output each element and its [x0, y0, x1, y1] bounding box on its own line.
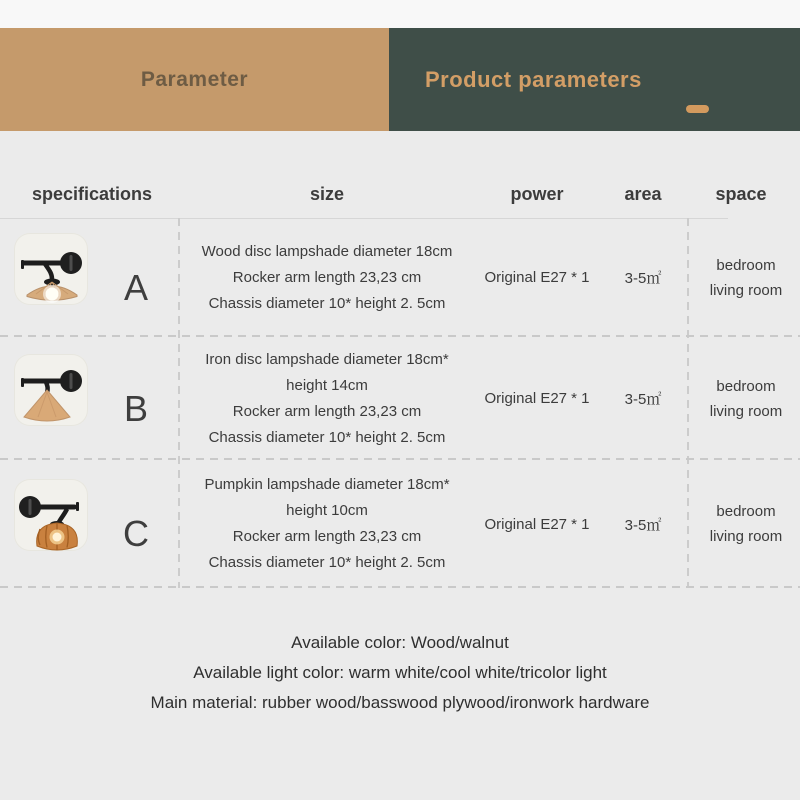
space-line: bedroom	[716, 377, 776, 395]
size-line: height 14cm	[286, 376, 368, 394]
column-header-specifications: specifications	[31, 183, 153, 204]
power-cell	[470, 460, 604, 588]
column-header-area: area	[624, 183, 662, 204]
column-header-power: power	[510, 183, 564, 204]
tab-parameter-label: Parameter	[140, 67, 249, 91]
size-cell	[184, 337, 470, 460]
area-cell	[604, 337, 682, 460]
table-row	[0, 218, 800, 337]
notes-block	[0, 628, 800, 718]
size-line: Rocker arm length 23,23 cm	[232, 402, 422, 420]
tab-parameter[interactable]	[0, 28, 389, 131]
spec-letter: C	[123, 513, 149, 554]
size-line: Iron disc lampshade diameter 18cm*	[205, 350, 449, 368]
table-body	[0, 218, 800, 588]
table-row	[0, 337, 800, 460]
wood-disc-wall-lamp-icon	[14, 233, 88, 305]
size-line: Chassis diameter 10* height 2. 5cm	[208, 428, 446, 446]
spec-cell-b	[0, 337, 184, 460]
size-cell	[184, 218, 470, 337]
size-line: Wood disc lampshade diameter 18cm	[201, 242, 453, 260]
active-tab-indicator	[686, 105, 709, 113]
spec-letter: B	[123, 387, 148, 429]
power-cell	[470, 218, 604, 337]
tab-bar	[0, 28, 800, 131]
power-value: Original E27 * 1	[484, 515, 590, 533]
space-line: living room	[709, 528, 783, 545]
tab-product-parameters[interactable]	[389, 28, 800, 131]
space-line: living room	[709, 281, 783, 299]
size-cell	[184, 460, 470, 588]
area-value: 3-5㎡	[624, 391, 662, 408]
row-divider	[0, 586, 800, 588]
size-line: Chassis diameter 10* height 2. 5cm	[208, 294, 446, 312]
note-light-color: Available light color: warm white/cool white/tricolor light	[193, 663, 607, 682]
spec-cell-c	[0, 460, 184, 588]
tab-product-parameters-label: Product parameters	[425, 66, 642, 92]
column-header-size: size	[309, 183, 345, 204]
space-line: living room	[709, 402, 783, 420]
cone-wall-lamp-icon	[14, 354, 88, 426]
column-header-space: space	[715, 183, 767, 204]
table-header-row	[0, 174, 800, 214]
size-line: Chassis diameter 10* height 2. 5cm	[208, 554, 446, 571]
pumpkin-wall-lamp-icon	[14, 479, 88, 551]
space-line: bedroom	[716, 503, 776, 520]
size-line: height 10cm	[286, 502, 368, 519]
size-line: Pumpkin lampshade diameter 18cm*	[204, 476, 450, 493]
space-cell	[682, 460, 800, 588]
size-line: Rocker arm length 23,23 cm	[232, 528, 422, 545]
table-row	[0, 460, 800, 588]
area-cell	[604, 218, 682, 337]
spec-letter: A	[123, 266, 148, 308]
note-available-color: Available color: Wood/walnut	[291, 633, 509, 652]
power-value: Original E27 * 1	[484, 269, 590, 286]
power-cell	[470, 337, 604, 460]
power-value: Original E27 * 1	[484, 390, 590, 407]
size-line: Rocker arm length 23,23 cm	[232, 268, 422, 286]
space-cell	[682, 218, 800, 337]
note-main-material: Main material: rubber wood/basswood plywood/ironwork hardware	[150, 693, 650, 712]
space-cell	[682, 337, 800, 460]
spec-cell-a	[0, 218, 184, 337]
area-cell	[604, 460, 682, 588]
space-line: bedroom	[716, 256, 776, 274]
area-value: 3-5㎡	[624, 270, 662, 287]
area-value: 3-5㎡	[624, 516, 662, 534]
